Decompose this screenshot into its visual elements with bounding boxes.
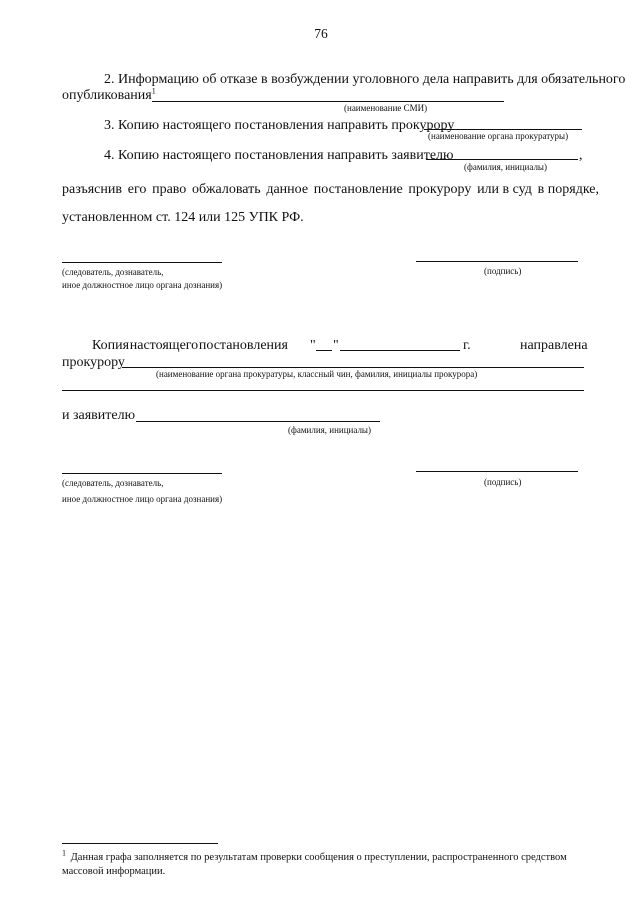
media-name-line [152,101,504,102]
officer-caption-1b: иное должностное лицо органа дознания) [62,280,223,290]
prosecutor-office-caption: (наименование органа прокуратуры) [428,131,569,141]
explanation-word: право [152,182,187,197]
date-day-line [316,350,332,351]
copy-sent-word: направлена [520,338,588,353]
copy-applicant-caption: (фамилия, инициалы) [288,425,371,435]
officer-signature-line-2 [62,473,222,474]
signature-line-1 [416,261,578,262]
item2-line1: 2. Информацию об отказе в возбуждении уголовного дела направить для обязательного [104,72,626,87]
item4-trailing-comma: , [579,148,583,163]
explanation-word: его [127,182,147,197]
media-name-caption: (наименование СМИ) [344,103,428,113]
page-number: 76 [314,26,328,41]
applicant-name-caption: (фамилия, инициалы) [464,162,547,172]
date-quote-close: " [333,338,339,353]
footnote-line2: массовой информации. [62,866,166,877]
copy-applicant-line [136,421,380,422]
footnote-separator [62,843,218,844]
officer-caption-2a: (следователь, дознаватель, [62,478,164,488]
explanation-word: обжаловать [192,182,261,197]
prosecutor-office-line [424,129,582,130]
item2-line2 [62,88,156,104]
copy-word: настоящего [129,338,199,353]
explanation-line2: установленном ст. 124 или 125 УПК РФ. [62,210,304,225]
item3-text: 3. Копию настоящего постановления направить прокурору [104,118,455,133]
footnote-reference: 1 [151,86,156,96]
officer-caption-1a: (следователь, дознаватель, [62,267,164,277]
copy-word: постановления [198,338,288,353]
date-quote-open: " [310,338,316,353]
explanation-word: или в суд [477,182,532,197]
copy-prosecutor-line [122,367,584,368]
signature-caption-1: (подпись) [484,266,522,276]
explanation-line1 [62,182,599,198]
explanation-word: разъяснив [62,182,122,197]
footnote-mark: 1 [62,848,66,858]
copy-applicant-label: и заявителю [62,408,136,423]
item2-label: опубликования [62,88,152,103]
copy-heading [92,338,288,354]
officer-caption-2b: иное должностное лицо органа дознания) [62,494,223,504]
copy-prosecutor-label: прокурору [62,355,125,370]
applicant-name-line [426,159,578,160]
explanation-word: в порядке, [537,182,599,197]
signature-line-2 [416,471,578,472]
explanation-word: данное [266,182,309,197]
explanation-word: постановление [313,182,403,197]
explanation-word: прокурору [408,182,472,197]
copy-prosecutor-line-2 [62,390,584,391]
date-year-suffix: г. [463,338,471,353]
footnote [62,848,598,865]
officer-signature-line-1 [62,262,222,263]
item4-text: 4. Копию настоящего постановления направить заявителю [104,148,454,163]
copy-word: Копия [92,338,130,353]
date-month-year-line [340,350,460,351]
footnote-line1: Данная графа заполняется по результатам проверки сообщения о преступлении, распространенного средством [70,852,567,863]
signature-caption-2: (подпись) [484,477,522,487]
copy-prosecutor-caption: (наименование органа прокуратуры, классный чин, фамилия, инициалы прокурора) [156,369,478,379]
